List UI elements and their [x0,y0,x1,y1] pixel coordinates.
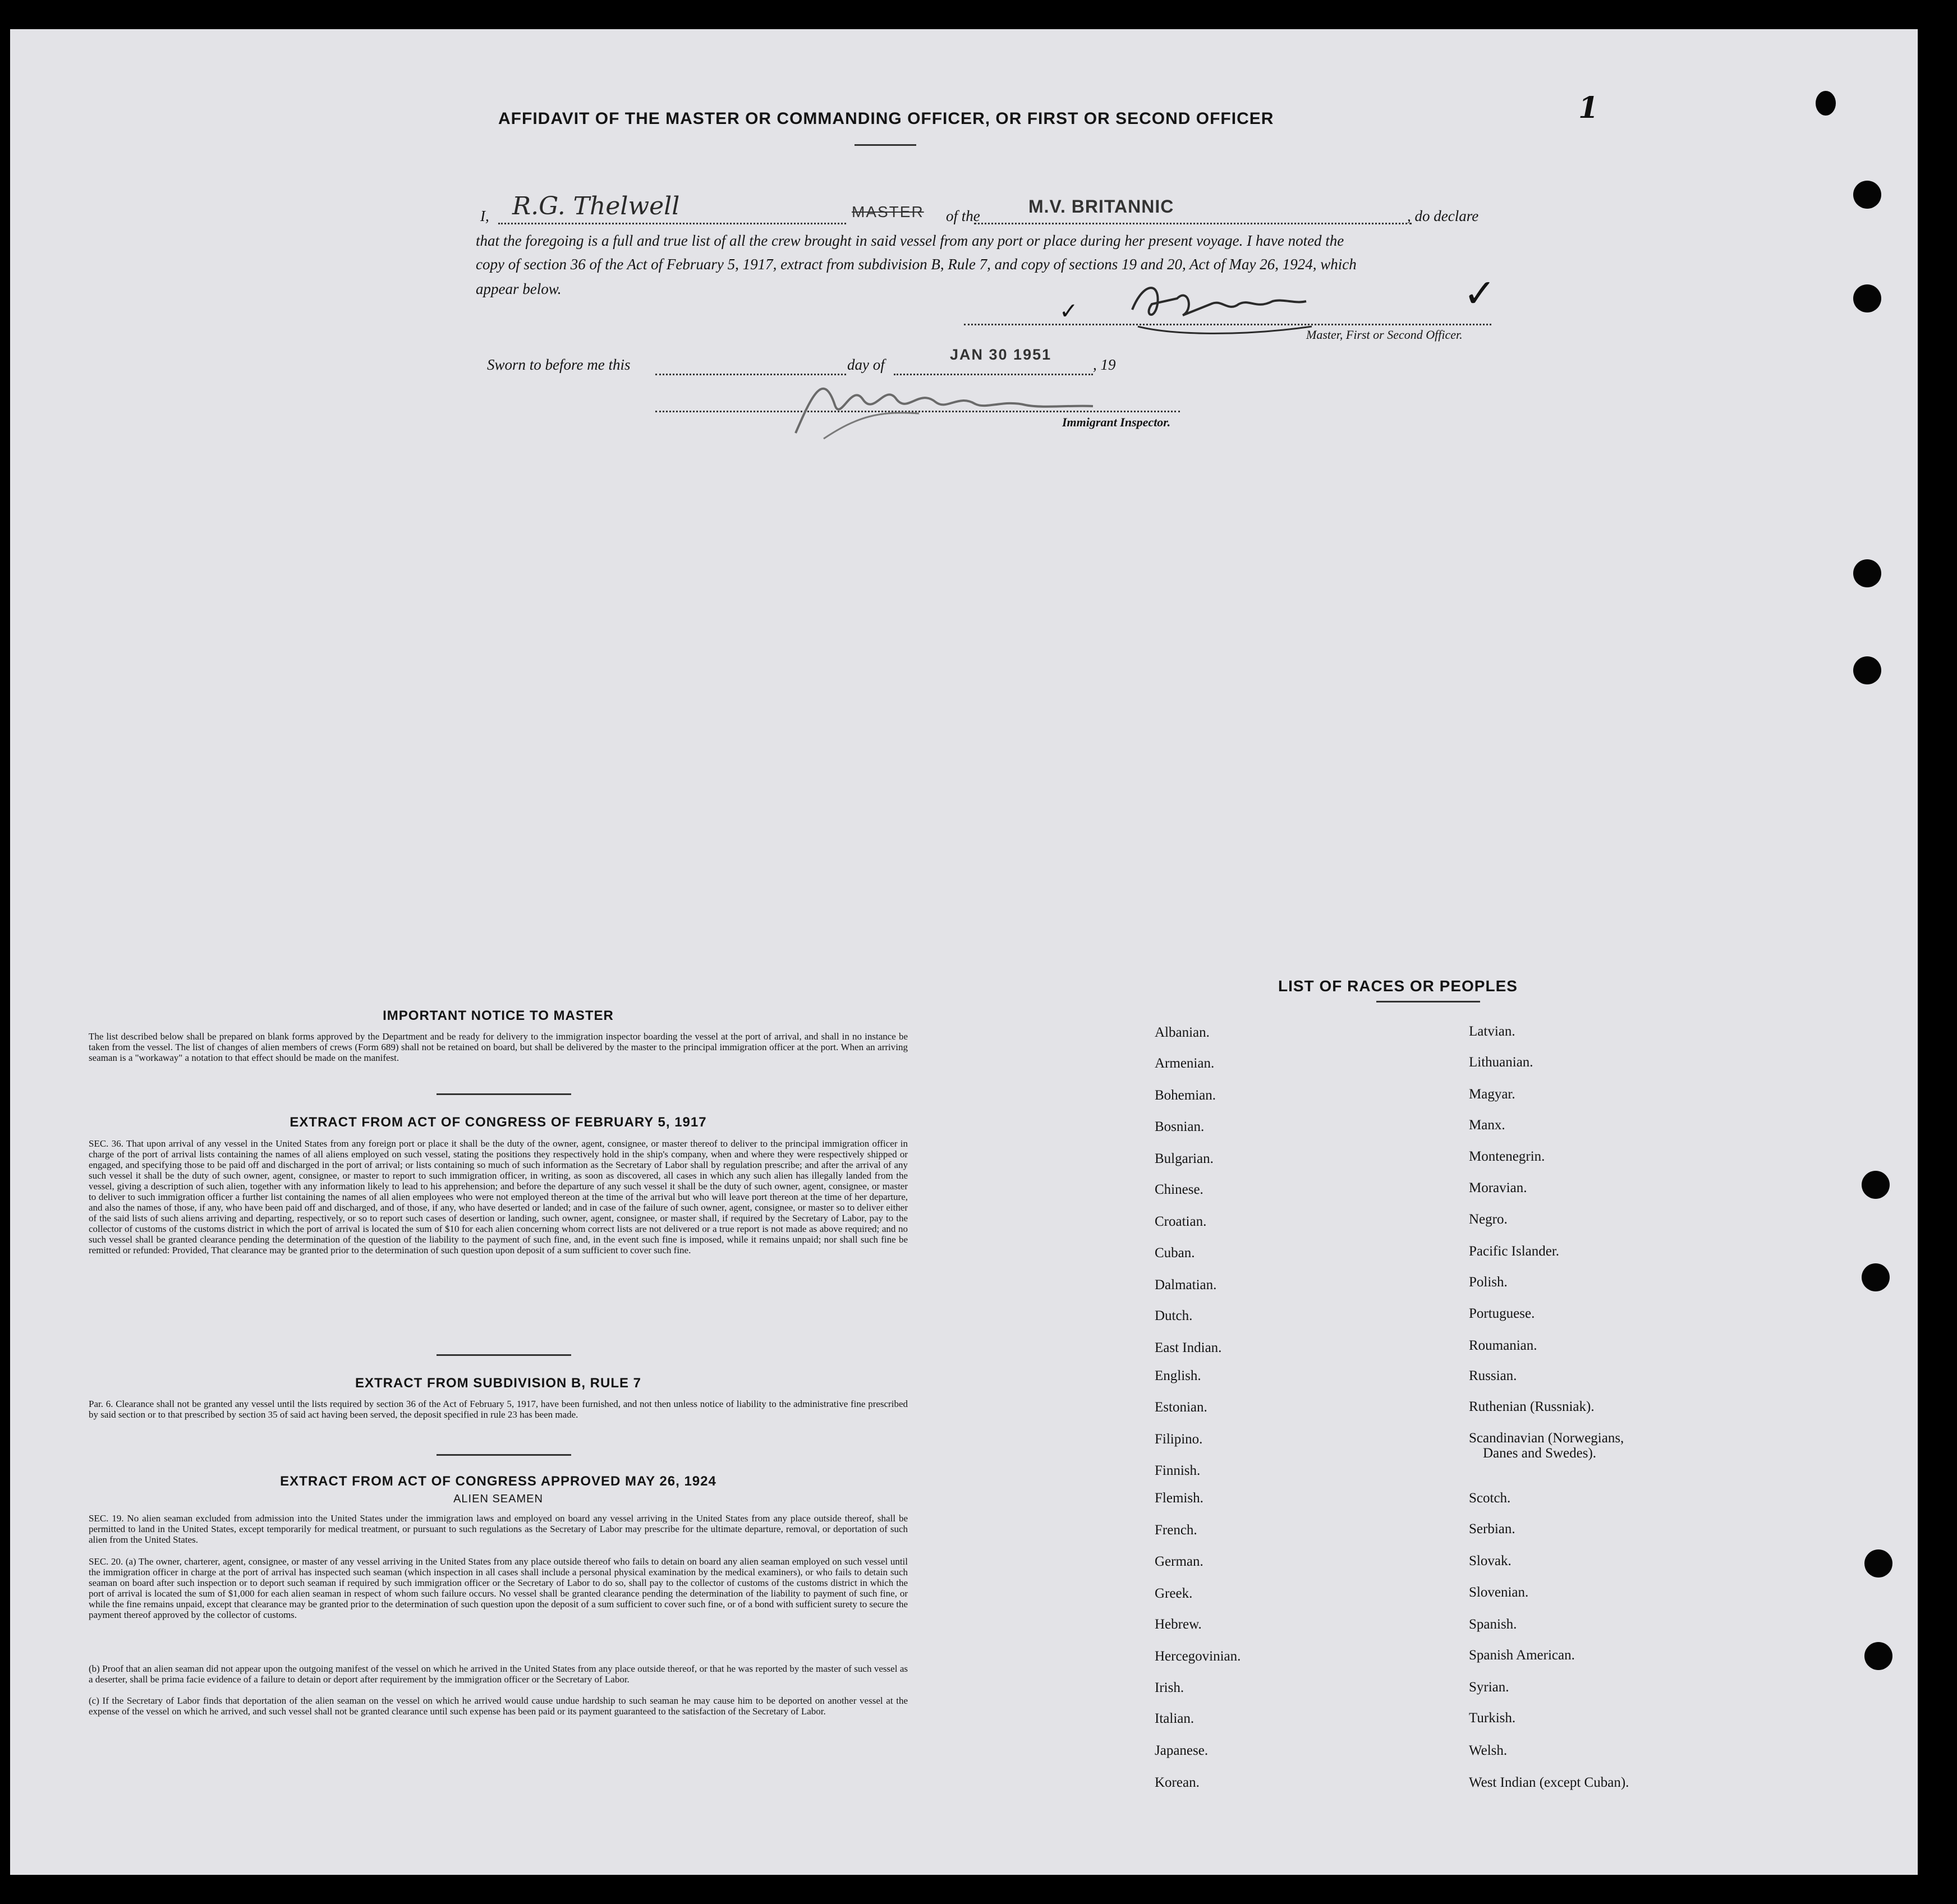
race-item: West Indian (except Cuban). [1469,1775,1629,1790]
race-item: Slovak. [1469,1553,1512,1569]
race-item: Pacific Islander. [1469,1244,1560,1259]
rule-7-text: Par. 6. Clearance shall not be granted any vessel until the lists required by section 36 of the Act of February 5, 1917, have been furnished, and not then unless notice of liability to the administrative fine prescribed by said section or to that prescribed by section 35 of said act having been served, the deposit specified in rule 23 has been made. [89,1399,908,1420]
affidavit-line-4: appear below. [476,280,562,297]
affidavit-line-3: copy of section 36 of the Act of February 5, 1917, extract from subdivision B, Rule 7, and copy of sections 19 and 20, Act of May 26, 1924, which [476,256,1357,273]
race-item: Latvian. [1469,1024,1515,1039]
race-item: Russian. [1469,1368,1517,1383]
act-1924-sec-20c: (c) If the Secretary of Labor finds that deportation of the alien seaman on the vessel on which he arrived would cause undue hardship to such seaman he may cause him to be deported on another vessel at the expense of the vessel on which he arrived, and such vessel shall not be granted clearance until such expense has been paid or its payment guaranteed to the satisfaction of the Secretary of Labor. [89,1695,908,1717]
race-item: Bosnian. [1155,1119,1205,1134]
act-1924-sec-20a: SEC. 20. (a) The owner, charterer, agent, consignee, or master of any vessel arriving in the United States from any place outside thereof who fails to detain on board any alien seaman employed on such vessel until the immigration officer in charge at the port of arrival has inspected such seaman (which inspection in all cases shall include a personal physical examination by the medical examiners), or who fails to detain such seaman on board after such inspection or to deport such seaman if required by such immigration officer or the Secretary of Labor to do so, shall pay to the collector of customs of the customs district in which the port of arrival is located the sum of $1,000 for each alien seaman in respect of whom such failure occurs. No vessel shall be granted clearance pending the determination of the liability to payment of such fine, or while the fine remains unpaid, except that clearance may be granted prior to the determination of such question upon the deposit of a sum sufficient to cover such fine, or of a bond with sufficient surety to secure the payment thereof approved by the collector of customs. [89,1556,908,1620]
divider [437,1093,571,1095]
race-item: Serbian. [1469,1521,1515,1537]
declarant-i: I, [480,208,489,224]
race-item: Manx. [1469,1117,1505,1133]
manifest-page [10,29,1918,1875]
vessel-name: M.V. BRITANNIC [1028,196,1174,217]
master-signature [1127,270,1317,343]
signature-title [1306,328,1463,342]
of-the-label: of the [946,208,980,224]
race-item: Spanish. [1469,1617,1517,1632]
race-item: Scandinavian (Norwegians, [1469,1431,1624,1446]
year-suffix: , 19 [1093,356,1116,373]
race-item: Japanese. [1155,1743,1209,1758]
race-item: Bohemian. [1155,1088,1216,1103]
notice-title: IMPORTANT NOTICE TO MASTER [383,1008,614,1023]
race-item: French. [1155,1523,1197,1538]
day-of-label: day of [847,356,885,373]
race-item: German. [1155,1554,1203,1569]
inspector-label: Immigrant Inspector. [1062,415,1171,429]
divider [1376,1001,1480,1002]
affidavit-title: AFFIDAVIT OF THE MASTER OR COMMANDING OFFICER, OR FIRST OR SECOND OFFICER [498,109,1274,128]
race-item: Dutch. [1155,1308,1193,1323]
signature-title-text: Master, First or Second Officer. [1306,328,1463,342]
declarant-name-handwritten: R.G. Thelwell [512,192,680,220]
inspector-signature [790,360,1104,444]
race-item: Korean. [1155,1775,1200,1790]
race-item: Cuban. [1155,1245,1195,1261]
race-item: Scotch. [1469,1491,1511,1506]
divider [437,1354,571,1356]
race-item: English. [1155,1368,1201,1383]
race-item: Italian. [1155,1711,1195,1726]
rule-7-title: EXTRACT FROM SUBDIVISION B, RULE 7 [355,1376,642,1391]
punch-hole [1862,1171,1890,1199]
race-item: Armenian. [1155,1056,1215,1071]
sworn-label: Sworn to before me this [487,356,631,373]
check-mark: ✓ [1059,298,1078,324]
do-declare-label: , do declare [1407,208,1479,224]
affidavit-line-2: that the foregoing is a full and true list of all the crew brought in said vessel from any port or place during her present voyage. I have noted the [476,232,1344,249]
race-item: Welsh. [1469,1743,1508,1758]
check-mark: ✓ [1463,270,1496,316]
act-1917-text: SEC. 36. That upon arrival of any vessel in the United States from any foreign port or place it shall be the duty of the owner, agent, consignee, or master thereof to deliver to the principal immigration officer in charge of the port of arrival lists containing the names of all aliens employed on such vessel, stating the positions they respectively hold in the ship's company, when and where they were respectively shipped or engaged, and specifying those to be paid off and discharged in the port of arrival; or lists containing so much of such information as the Secretary of Labor shall by regulation prescribe; and after the arrival of any such vessel it shall be the duty of such owner, agent, consignee, or master to report to such immigration officer, in writing, as soon as discovered, all cases in which any such alien has illegally landed from the vessel, giving a description of such alien, together with any information likely to lead to his apprehension; and before the departure of any such vessel it shall be the duty of such owner, agent, consignee, or master to deliver to such immigration officer a further list containing the names of all alien employees who were not employed thereon at the time of the arrival but who will leave port thereon at the time of her departure, and also the names of those, if any, who have been paid off and discharged, and of those, if any, who have deserted or landed; and in case of the failure of such owner, agent, consignee, or master so to deliver either of the said lists of such aliens arriving and departing, respectively, or so to report such cases of desertion or landing, such owner, agent, consignee, or master shall, if required by the Secretary of Labor, pay to the collector of customs of the customs district in which the port of arrival is located the sum of $10 for each alien concerning whom correct lists are not delivered or a true report is not made as above required; and no such vessel shall be granted clearance pending the determination of the question of the liability to the payment of such fine, and, in the event such fine is imposed, while it remains unpaid; nor shall such fine be remitted or refunded: Provided, That clearance may be granted prior to the determination of such question upon deposit of a sum sufficient to cover such fine. [89,1138,908,1255]
race-item: Dalmatian. [1155,1277,1217,1293]
race-item: Flemish. [1155,1491,1203,1506]
notice-text: The list described below shall be prepared on blank forms approved by the Department and be ready for delivery to the immigration inspector boarding the vessel at the port of arrival, and shall in no instance be taken from the vessel. The list of changes of alien members of crews (Form 689) shall not be retained on board, but shall be delivered by the master to the principal immigration officer at the port. When an arriving seaman is a "workaway" a notation to that effect should be made on the manifest. [89,1031,908,1063]
punch-hole [1853,284,1881,312]
punch-hole [1853,656,1881,684]
act-1924-subtitle: ALIEN SEAMEN [453,1493,543,1505]
race-item: Filipino. [1155,1432,1203,1447]
divider [437,1454,571,1456]
races-title: LIST OF RACES OR PEOPLES [1278,977,1518,995]
race-item: Chinese. [1155,1182,1203,1197]
race-item: Croatian. [1155,1214,1207,1229]
race-item: Magyar. [1469,1087,1515,1102]
race-item: Ruthenian (Russniak). [1469,1399,1595,1414]
race-item: Estonian. [1155,1400,1207,1415]
act-1924-sec-19: SEC. 19. No alien seaman excluded from admission into the United States under the immigration laws and employed on board any vessel arriving in the United States from any place outside thereof, shall be permitted to land in the United States, except temporarily for medical treatment, or pursuant to such regulations as the Secretary of Labor may prescribe for the ultimate departure, removal, or deportation of such alien from the United States. [89,1513,908,1545]
race-item: Polish. [1469,1275,1508,1290]
act-1924-title: EXTRACT FROM ACT OF CONGRESS APPROVED MAY 26, 1924 [280,1474,716,1489]
act-1924-sec-20b: (b) Proof that an alien seaman did not appear upon the outgoing manifest of the vessel on which he arrived in the United States from any place outside thereof, or that he was reported by the master of such vessel as a deserter, shall be prima facie evidence of a failure to detain or deport after requirement by the immigration officer or the Secretary of Labor. [89,1663,908,1685]
race-item: Portuguese. [1469,1306,1535,1321]
race-item: Albanian. [1155,1025,1210,1040]
race-item: Roumanian. [1469,1338,1537,1353]
punch-hole [1864,1549,1892,1578]
race-item: Finnish. [1155,1463,1201,1478]
race-item: East Indian. [1155,1340,1222,1355]
race-item: Danes and Swedes). [1483,1446,1597,1461]
race-item: Turkish. [1469,1710,1516,1726]
race-item: Bulgarian. [1155,1151,1214,1166]
race-item: Irish. [1155,1680,1184,1695]
race-item: Montenegrin. [1469,1149,1545,1164]
divider [855,144,916,146]
punch-hole [1853,559,1881,587]
punch-hole [1853,181,1881,209]
punch-hole [1862,1263,1890,1291]
race-item: Moravian. [1469,1180,1527,1195]
act-1917-title: EXTRACT FROM ACT OF CONGRESS OF FEBRUARY 5, 1917 [290,1115,707,1130]
race-item: Greek. [1155,1586,1193,1601]
top-corner-mark: 1 [1578,91,1599,125]
rank-typed: MASTER [852,203,924,220]
race-item: Lithuanian. [1469,1055,1533,1070]
race-item: Slovenian. [1469,1585,1529,1600]
race-item: Hebrew. [1155,1617,1202,1632]
punch-hole [1816,91,1836,116]
date-stamp: JAN 30 1951 [950,346,1052,363]
race-item: Negro. [1469,1212,1508,1227]
race-item: Syrian. [1469,1680,1509,1695]
race-item: Hercegovinian. [1155,1649,1241,1664]
race-item: Spanish American. [1469,1648,1575,1663]
punch-hole [1864,1642,1892,1670]
